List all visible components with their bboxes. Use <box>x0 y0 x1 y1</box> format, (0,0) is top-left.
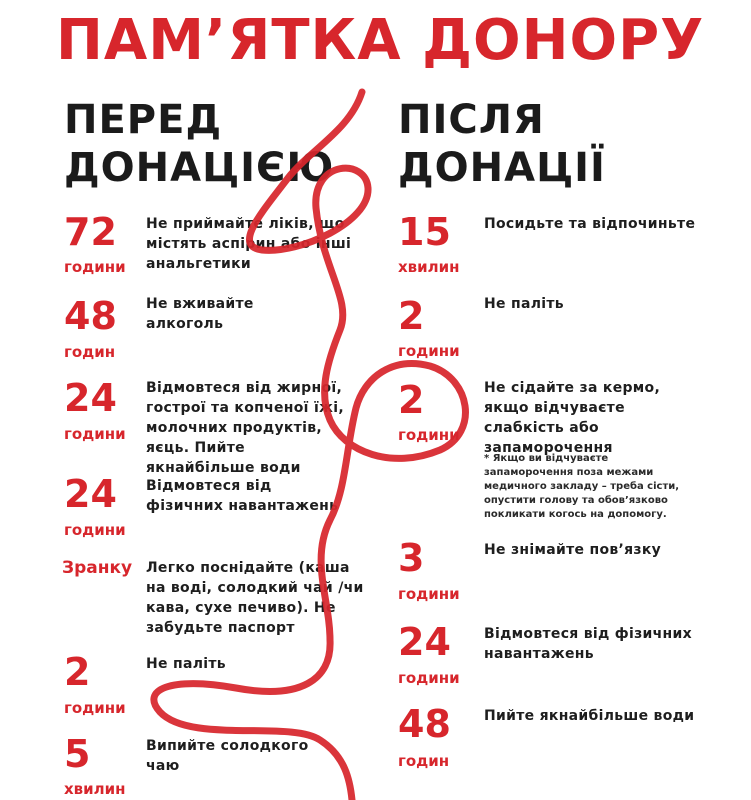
after-item-number: 2 <box>398 294 425 338</box>
before-item-text: Відмовтеся від жирної, гострої та копченої їжі, молочних продуктів, яєць. Пийте якнайбільше води <box>146 380 345 476</box>
before-item-unit: години <box>64 521 126 539</box>
before-item-text: Легко поснідайте (каша на воді, солодкий чай /чи кава, сухе печиво). Не забудьте паспорт <box>146 560 364 636</box>
after-item-number: 2 <box>398 378 425 422</box>
before-heading-line2: ДОНАЦІЄЮ <box>64 145 335 191</box>
before-heading <box>64 96 334 192</box>
before-item-unit: години <box>64 699 126 717</box>
before-item-number: 48 <box>64 294 117 338</box>
after-item-text: Відмовтеся від фізичних навантажень <box>484 626 692 662</box>
after-item-text: Пийте якнайбільше води <box>484 708 695 724</box>
after-item-text: Посидьте та відпочиньте <box>484 216 696 232</box>
before-item-number: 5 <box>64 732 91 776</box>
after-item-unit: години <box>398 426 460 444</box>
before-item-text: Не паліть <box>146 656 226 672</box>
after-item-number: 48 <box>398 702 451 746</box>
before-item-number: Зранку <box>62 558 133 578</box>
before-item-text: Не вживайте алкоголь <box>146 296 254 332</box>
after-item-unit: годин <box>398 752 450 770</box>
before-item-unit: годин <box>64 343 116 361</box>
before-item-text: Не приймайте ліків, що містять аспірин або інші анальгетики <box>146 216 352 272</box>
after-item-unit: години <box>398 669 460 687</box>
after-item-text: Не паліть <box>484 296 564 312</box>
before-item-number: 72 <box>64 210 117 254</box>
after-item-number: 24 <box>398 620 451 664</box>
after-heading-line1: ПІСЛЯ <box>398 97 545 143</box>
after-item-text: Не сідайте за кермо, якщо відчуваєте слабкість або запаморочення <box>484 380 661 456</box>
after-item-unit: години <box>398 585 460 603</box>
after-item-unit: години <box>398 342 460 360</box>
before-item-number: 24 <box>64 472 117 516</box>
before-item-text: Відмовтеся від фізичних навантажень <box>146 478 339 514</box>
after-footnote: * Якщо ви відчуваєте запаморочення поза межами медичного закладу – треба сісти, опустити голову та обов’язково покликати когось на допомогу. <box>484 453 680 520</box>
after-heading <box>398 96 606 192</box>
page-title: ПАМ’ЯТКА ДОНОРУ <box>56 8 705 73</box>
before-item-unit: години <box>64 258 126 276</box>
after-item-unit: хвилин <box>398 258 460 276</box>
after-item-number: 3 <box>398 536 425 580</box>
after-item-number: 15 <box>398 210 451 254</box>
before-item-unit: години <box>64 425 126 443</box>
before-item-unit: хвилин <box>64 780 126 798</box>
after-heading-line2: ДОНАЦІЇ <box>398 145 606 191</box>
before-heading-line1: ПЕРЕД <box>64 97 223 143</box>
before-item-number: 24 <box>64 376 117 420</box>
before-item-text: Випийте солодкого чаю <box>146 738 309 774</box>
after-item-text: Не знімайте пов’язку <box>484 542 662 558</box>
before-item-number: 2 <box>64 650 91 694</box>
